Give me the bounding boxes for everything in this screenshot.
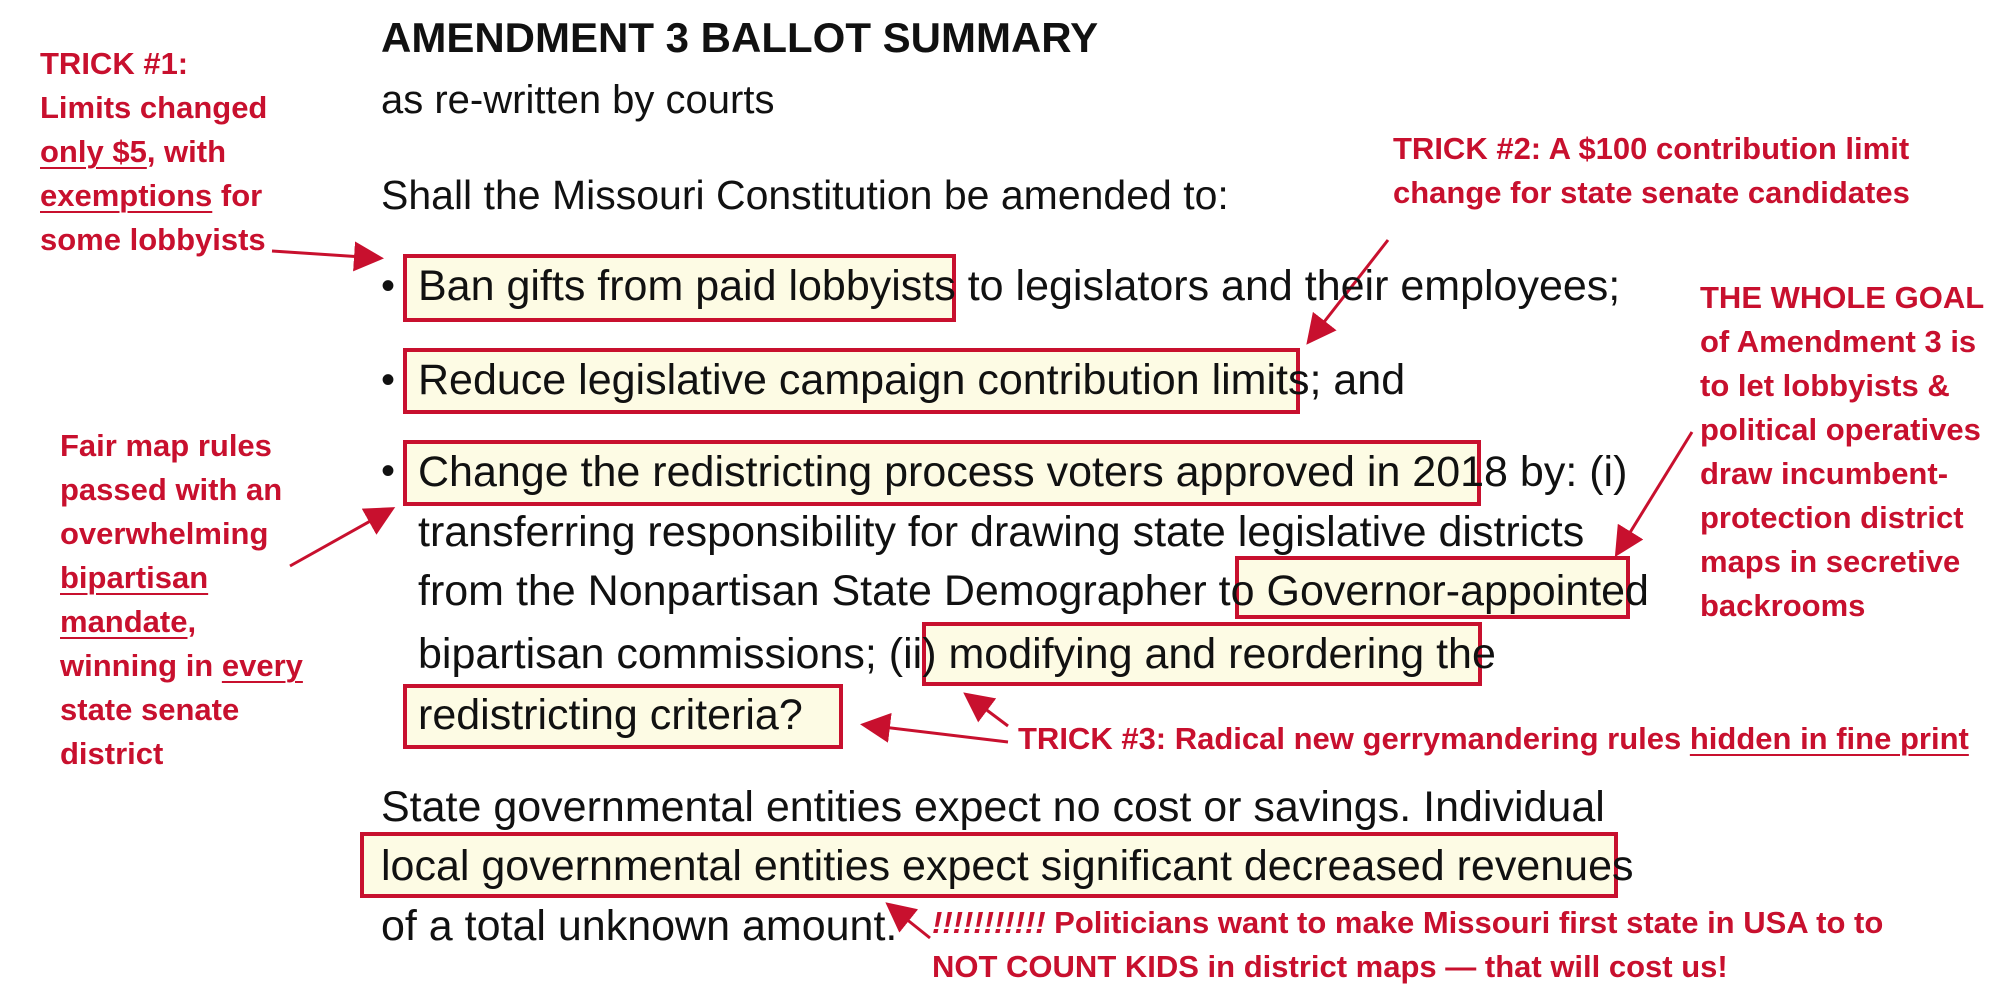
fair-map-bipartisan: bipartisan xyxy=(60,560,209,595)
trick3-arrow-upper xyxy=(968,696,1008,726)
fair-map-mandate: mandate xyxy=(60,604,188,639)
kids-exclamations: !!!!!!!!!!! xyxy=(932,905,1046,940)
whole-goal-line-1: THE WHOLE GOAL xyxy=(1700,280,1985,315)
bullet-3-line-3 xyxy=(418,567,1649,616)
trick1-line-4 xyxy=(40,174,267,218)
trick1-line-2: Limits changed xyxy=(40,90,268,125)
ballot-question: Shall the Missouri Constitution be amended to: xyxy=(381,172,1229,218)
bullet-2-highlight: Reduce legislative campaign contribution limits xyxy=(418,356,1310,404)
trick1-arrow xyxy=(272,251,378,258)
trick3-note xyxy=(1018,717,1969,761)
trick1-line-1: TRICK #1: xyxy=(40,46,189,81)
bullet-3-line-4-text: bipartisan commissions; (ii) xyxy=(418,630,949,678)
bullet-3-line-5: redistricting criteria? xyxy=(418,691,803,739)
bullet-marker-3: • xyxy=(381,449,396,493)
fair-map-line-3: overwhelming xyxy=(60,516,269,551)
fair-map-line-4 xyxy=(60,556,303,600)
whole-goal-line-8: backrooms xyxy=(1700,588,1866,623)
whole-goal-line-6: protection district xyxy=(1700,500,1964,535)
bullet-marker-2: • xyxy=(381,358,396,402)
trick1-line-3 xyxy=(40,130,267,174)
bullet-2 xyxy=(418,356,1405,405)
bullet-1 xyxy=(418,262,1620,311)
whole-goal-line-7: maps in secretive xyxy=(1700,544,1961,579)
fair-map-arrow xyxy=(290,510,390,566)
trick1-exemptions: exemptions xyxy=(40,178,213,213)
bullet-3-line-3-text: from the Nonpartisan State Demographer to xyxy=(418,567,1267,615)
page-title: AMENDMENT 3 BALLOT SUMMARY xyxy=(381,14,1099,61)
bullet-3-rest: by: (i) xyxy=(1507,448,1628,496)
whole-goal-arrow xyxy=(1618,432,1692,552)
fair-map-line-7: state senate xyxy=(60,692,240,727)
trick1-note xyxy=(40,42,267,262)
governor-appointed-text: Governor-appointed xyxy=(1266,567,1649,615)
whole-goal-line-5: draw incumbent- xyxy=(1700,456,1949,491)
trick1-line-4-rest: for xyxy=(212,178,263,213)
bullet-3-line-2: transferring responsibility for drawing state legislative districts xyxy=(418,508,1585,556)
bullet-marker-1: • xyxy=(381,264,396,308)
bullet-1-highlight: Ban gifts from paid lobbyists xyxy=(418,262,956,310)
bullet-3-line-1 xyxy=(418,448,1627,497)
trick1-line-3-rest: , with xyxy=(146,134,227,169)
bullet-3-line-4 xyxy=(418,630,1496,679)
trick2-line-2: change for state senate candidates xyxy=(1393,175,1910,210)
whole-goal-note xyxy=(1700,276,1984,628)
kids-line-2: NOT COUNT KIDS in district maps — that will cost us! xyxy=(932,949,1728,984)
fair-map-line-6 xyxy=(60,644,303,688)
whole-goal-line-4: political operatives xyxy=(1700,412,1981,447)
trick3-text: TRICK #3: Radical new gerrymandering rules xyxy=(1018,721,1690,756)
trick1-only-5: only $5 xyxy=(40,134,147,169)
modifying-reordering-text: modifying and reordering the xyxy=(948,630,1496,678)
fair-map-line-5 xyxy=(60,600,303,644)
fair-map-line-2: passed with an xyxy=(60,472,283,507)
fiscal-line-3: of a total unknown amount. xyxy=(381,902,898,950)
fiscal-line-1: State governmental entities expect no cost or savings. Individual xyxy=(381,783,1605,831)
trick1-line-5: some lobbyists xyxy=(40,222,266,257)
fair-map-line-1: Fair map rules xyxy=(60,428,272,463)
kids-line-1 xyxy=(932,901,1883,945)
fair-map-line-6-text: winning in xyxy=(60,648,222,683)
bullet-3-highlight: Change the redistricting process voters approved in 2018 xyxy=(418,448,1508,496)
kids-line-1-rest: Politicians want to make Missouri first state in USA to to xyxy=(1045,905,1884,940)
trick2-line-1: TRICK #2: A $100 contribution limit xyxy=(1393,131,1910,166)
bullet-1-rest: to legislators and their employees; xyxy=(955,262,1621,310)
fair-map-every: every xyxy=(221,648,303,683)
fiscal-line-2: local governmental entities expect significant decreased revenues xyxy=(381,842,1634,890)
kids-note xyxy=(932,901,1883,989)
trick3-hidden-fine-print: hidden in fine print xyxy=(1689,721,1969,756)
fair-map-note xyxy=(60,424,303,776)
trick3-arrow-lower xyxy=(866,725,1008,742)
whole-goal-line-3: to let lobbyists & xyxy=(1700,368,1950,403)
fair-map-line-5-rest: , xyxy=(187,604,197,639)
page-subtitle: as re-written by courts xyxy=(381,78,775,122)
whole-goal-line-2: of Amendment 3 is xyxy=(1700,324,1977,359)
trick2-note xyxy=(1393,127,1910,215)
fair-map-line-8: district xyxy=(60,736,164,771)
bullet-2-rest: ; and xyxy=(1309,356,1406,404)
